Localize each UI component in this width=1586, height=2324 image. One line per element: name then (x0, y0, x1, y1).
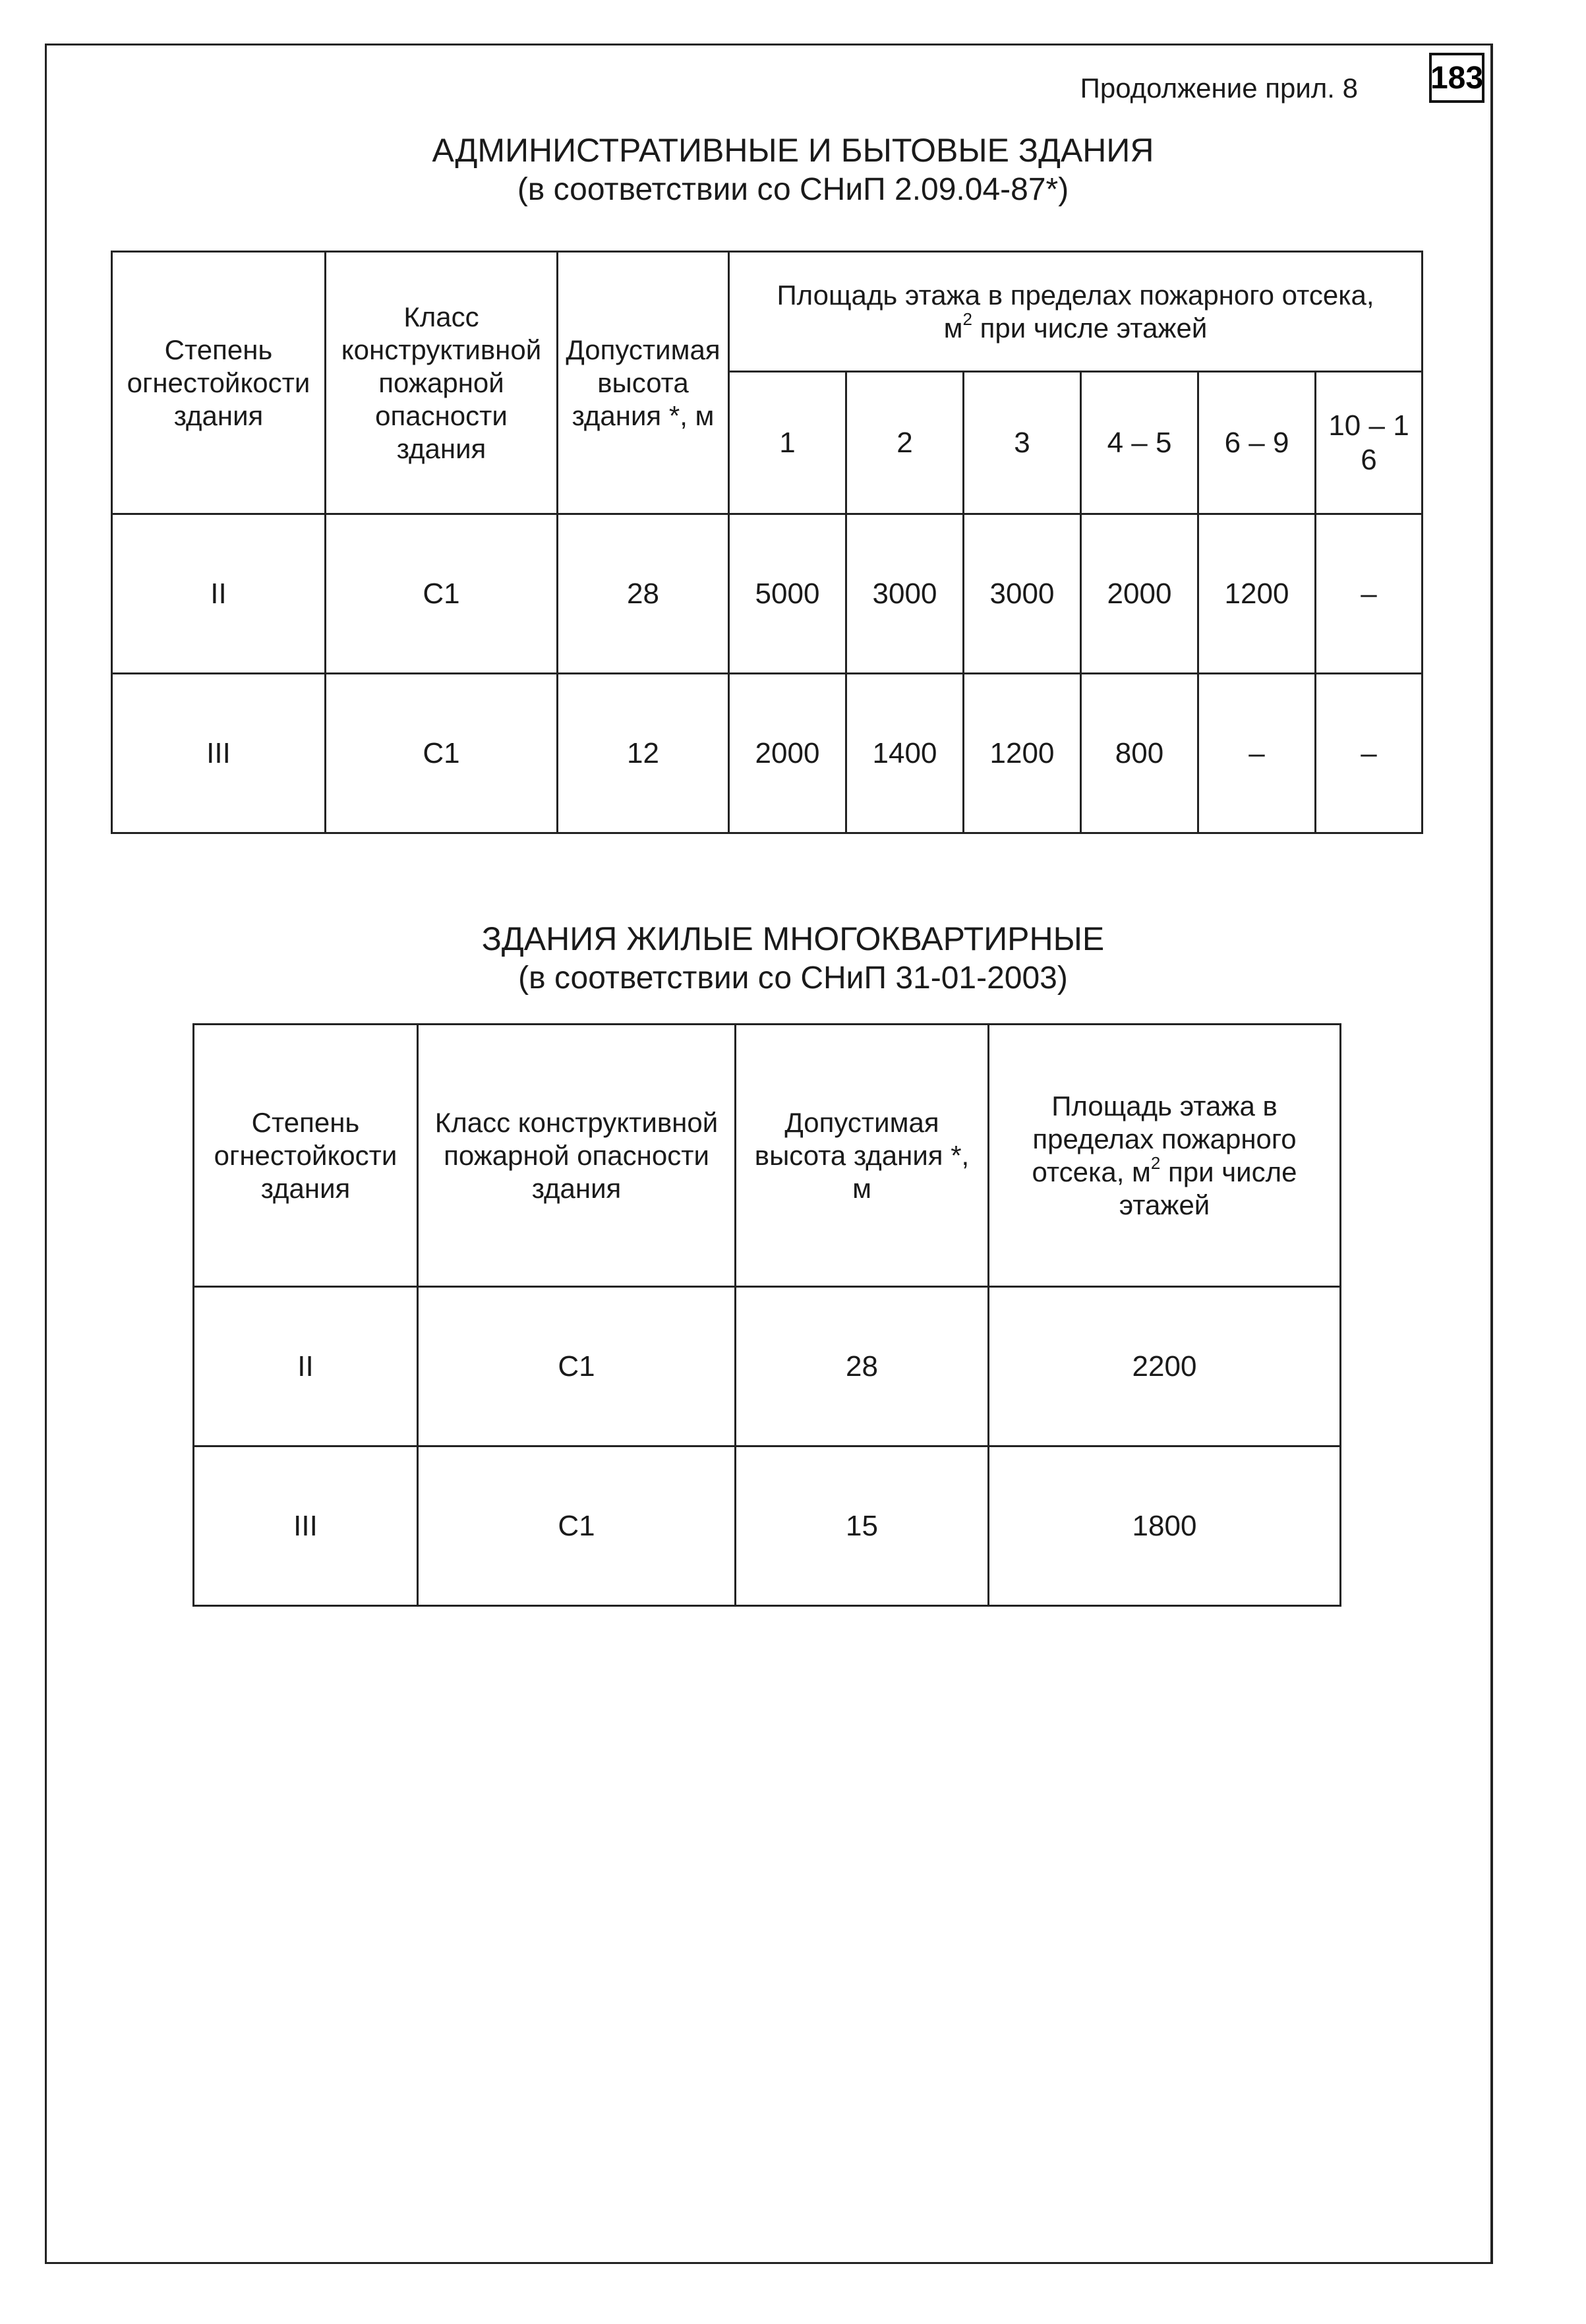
row-class: С1 (326, 514, 558, 674)
section1-floor-count: 2 (846, 372, 964, 514)
section1-floor-count: 3 (964, 372, 1081, 514)
row-degree: II (112, 514, 326, 674)
row-height: 15 (736, 1446, 989, 1606)
row-area: 800 (1081, 674, 1198, 833)
section1-header-row (112, 252, 1423, 372)
section1-header-floor-area (729, 252, 1423, 372)
row-area: 3000 (846, 514, 964, 674)
section1-floor-count: 1 (729, 372, 846, 514)
section1-floor-count (1316, 372, 1423, 514)
row-area: 1800 (989, 1446, 1341, 1606)
row-area: 1400 (846, 674, 964, 833)
section1-floor-area-unit: м (943, 312, 963, 343)
section1-floor-area-line2: при числе этажей (972, 312, 1208, 343)
section2-floor-area-line2: при числе этажей (1119, 1156, 1297, 1220)
section1-floor-area-unit-sup: 2 (962, 309, 973, 329)
row-degree: II (194, 1287, 418, 1446)
row-area: 2000 (729, 674, 846, 833)
row-area: – (1316, 674, 1423, 833)
section1-floor-count: 4 – 5 (1081, 372, 1198, 514)
row-area: 2000 (1081, 514, 1198, 674)
section1-floor-count-part: 10 – 1 (1328, 409, 1409, 442)
row-area: – (1198, 674, 1316, 833)
row-height: 12 (558, 674, 729, 833)
table-row (194, 1287, 1341, 1446)
section2-heading (0, 919, 1586, 998)
row-degree: III (194, 1446, 418, 1606)
section1-heading (0, 131, 1586, 210)
section1-header-allowed-height: Допустимая высота здания *, м (558, 252, 729, 514)
section2-header-row (194, 1025, 1341, 1287)
section1-title: АДМИНИСТРАТИВНЫЕ И БЫТОВЫЕ ЗДАНИЯ (432, 132, 1154, 169)
table-row (112, 514, 1423, 674)
section1-subtitle: (в соответствии со СНиП 2.09.04-87*) (517, 172, 1069, 207)
row-degree: III (112, 674, 326, 833)
row-class: С1 (418, 1287, 736, 1446)
section1-table (111, 251, 1423, 834)
section1-floor-count: 6 – 9 (1198, 372, 1316, 514)
row-area: 2200 (989, 1287, 1341, 1446)
row-height: 28 (736, 1287, 989, 1446)
section2-subtitle: (в соответствии со СНиП 31-01-2003) (518, 961, 1068, 996)
section2-floor-area-unit-sup: 2 (1150, 1152, 1161, 1173)
section1-floor-count-part: 6 (1361, 443, 1377, 476)
section2-floor-area-line1: Площадь этажа в пределах пожарного отсека, (1032, 1090, 1297, 1187)
table-row (194, 1446, 1341, 1606)
row-area: – (1316, 514, 1423, 674)
continuation-note: Продолжение прил. 8 (1080, 73, 1358, 104)
section2-header-construction-class: Класс конструктивной пожарной опасности здания (418, 1025, 736, 1287)
row-class: С1 (418, 1446, 736, 1606)
section1-header-fire-resistance: Степень огнестойкости здания (112, 252, 326, 514)
section2-table (192, 1023, 1341, 1607)
row-area: 1200 (964, 674, 1081, 833)
section2-header-floor-area (989, 1025, 1341, 1287)
section2-header-allowed-height: Допустимая высота здания *, м (736, 1025, 989, 1287)
row-class: С1 (326, 674, 558, 833)
section1-floor-area-line1: Площадь этажа в пределах пожарного отсека, (777, 279, 1374, 311)
section2-title: ЗДАНИЯ ЖИЛЫЕ МНОГОКВАРТИРНЫЕ (481, 920, 1105, 957)
row-height: 28 (558, 514, 729, 674)
page-number: 183 (1429, 53, 1484, 103)
table-row (112, 674, 1423, 833)
row-area: 5000 (729, 514, 846, 674)
section2-floor-area-unit: м (1132, 1156, 1151, 1187)
row-area: 1200 (1198, 514, 1316, 674)
section1-header-construction-class: Класс конструктивной пожарной опасности здания (326, 252, 558, 514)
row-area: 3000 (964, 514, 1081, 674)
section2-header-fire-resistance: Степень огнестойкости здания (194, 1025, 418, 1287)
